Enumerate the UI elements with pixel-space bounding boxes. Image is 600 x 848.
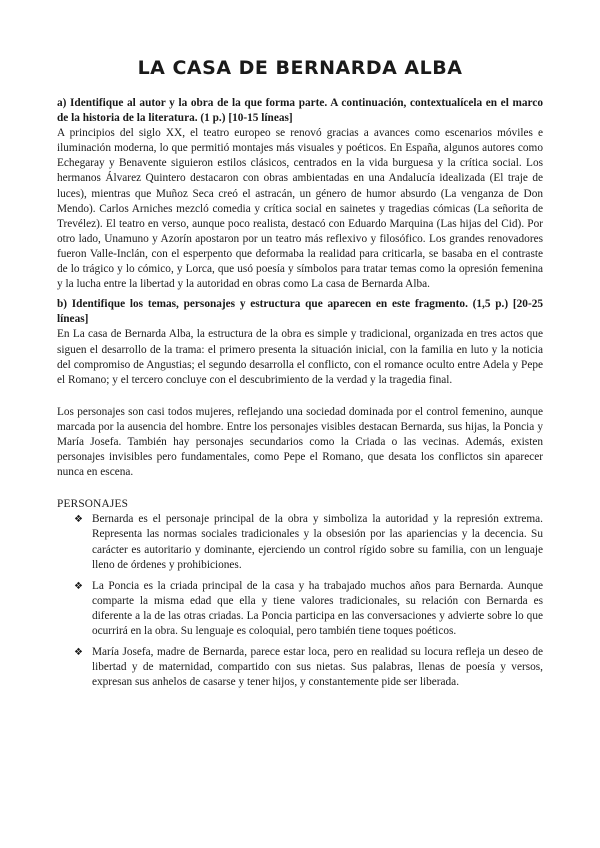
answer-b-characters: Los personajes son casi todos mujeres, reflejando una sociedad dominada por el control femenino, aunque marcada por la ausencia del hombre. Entre los personajes visibles destacan Bernarda, sus hijas, la Poncia y María Josefa. También hay personajes secundarios como la Criada o las vecinas. Además, existen personajes invisibles pero fundamentales, como Pepe el Romano, que desata los conflictos sin aparecer nunca en escena. bbox=[57, 405, 543, 479]
personajes-heading: PERSONAJES bbox=[57, 498, 129, 511]
diamond-bullet-icon: ❖ bbox=[74, 580, 83, 592]
diamond-bullet-icon: ❖ bbox=[74, 514, 83, 526]
list-item-text: La Poncia es la criada principal de la casa y ha trabajado muchos años para Bernarda. Aunque comparte la misma edad que ella y tiene valores tradicionales, su relación con Bernarda es diferente a la de las otras criadas. La Poncia participa en las conversaciones y advierte sobre lo que ocurrirá en la obra. Su lenguaje es coloquial, pero también tiene toques poéticos. bbox=[92, 579, 543, 637]
personajes-list bbox=[57, 512, 543, 690]
list-item bbox=[57, 579, 543, 639]
document-title: LA CASA DE BERNARDA ALBA bbox=[137, 57, 463, 79]
diamond-bullet-icon: ❖ bbox=[74, 647, 83, 659]
answer-b-structure: En La casa de Bernarda Alba, la estructura de la obra es simple y tradicional, organizada en tres actos que siguen el desarrollo de la trama: el primero presenta la situación inicial, con la familia en luto y la noticia del compromiso de Angustias; el segundo desarrolla el conflicto, con el romance oculto entre Adela y Pepe el Romano; y el tercero concluye con el descubrimiento de la verdad y la tragedia final. bbox=[57, 328, 543, 386]
list-item bbox=[57, 645, 543, 690]
question-a: a) Identifique al autor y la obra de la que forma parte. A continuación, contextualícela en el marco de la historia de la literatura. (1 p.) [10-15 líneas] bbox=[57, 97, 543, 125]
list-item-text: Bernarda es el personaje principal de la obra y simboliza la autoridad y la represión extrema. Representa las normas sociales tradicionales y la obsesión por las apariencias y la decencia. Su carácter es autoritario y dominante, ejerciendo un control rígido sobre su familia, con un lenguaje lleno de órdenes y prohibiciones. bbox=[92, 513, 543, 571]
list-item bbox=[57, 512, 543, 572]
answer-a: A principios del siglo XX, el teatro europeo se renovó gracias a avances como escenarios móviles e iluminación moderna, lo que permitió montajes más visuales y poéticos. En España, algunos autores como Echegaray y Benavente siguieron estilos clásicos, centrados en la vida burguesa y la crítica social. Los hermanos Álvarez Quintero destacaron con obras ambientadas en una Andalucía idealizada (El traje de luces), mientras que Muñoz Seca creó el astracán, un género de humor absurdo (La venganza de Don Mendo). Carlos Arniches mezcló comedia y crítica social en sainetes y tragedias cómicas (La señorita de Trevélez). El teatro en verso, aunque poco realista, destacó con Eduardo Marquina (Las hijas del Cid). Por otro lado, Unamuno y Azorín apostaron por un teatro más reflexivo y filosófico. Los grandes renovadores fueron Valle-Inclán, con el esperpento que deformaba la realidad para criticarla, se basaba en el contraste de lo trágico y lo cómico, y Lorca, que usó poesía y símbolos para tratar temas como la opresión femenina y la lucha entre la libertad y la autoridad en obras como La casa de Bernarda Alba. bbox=[57, 127, 543, 291]
question-b: b) Identifique los temas, personajes y estructura que aparecen en este fragmento. (1,5 p.) [20-25 líneas] bbox=[57, 298, 543, 326]
list-item-text: María Josefa, madre de Bernarda, parece estar loca, pero en realidad su locura refleja un deseo de libertad y de maternidad, compartido con sus nietas. Sus palabras, llenas de poesía y versos, expresan sus anhelos de casarse y tener hijos, y constantemente pide ser liberada. bbox=[92, 646, 543, 689]
